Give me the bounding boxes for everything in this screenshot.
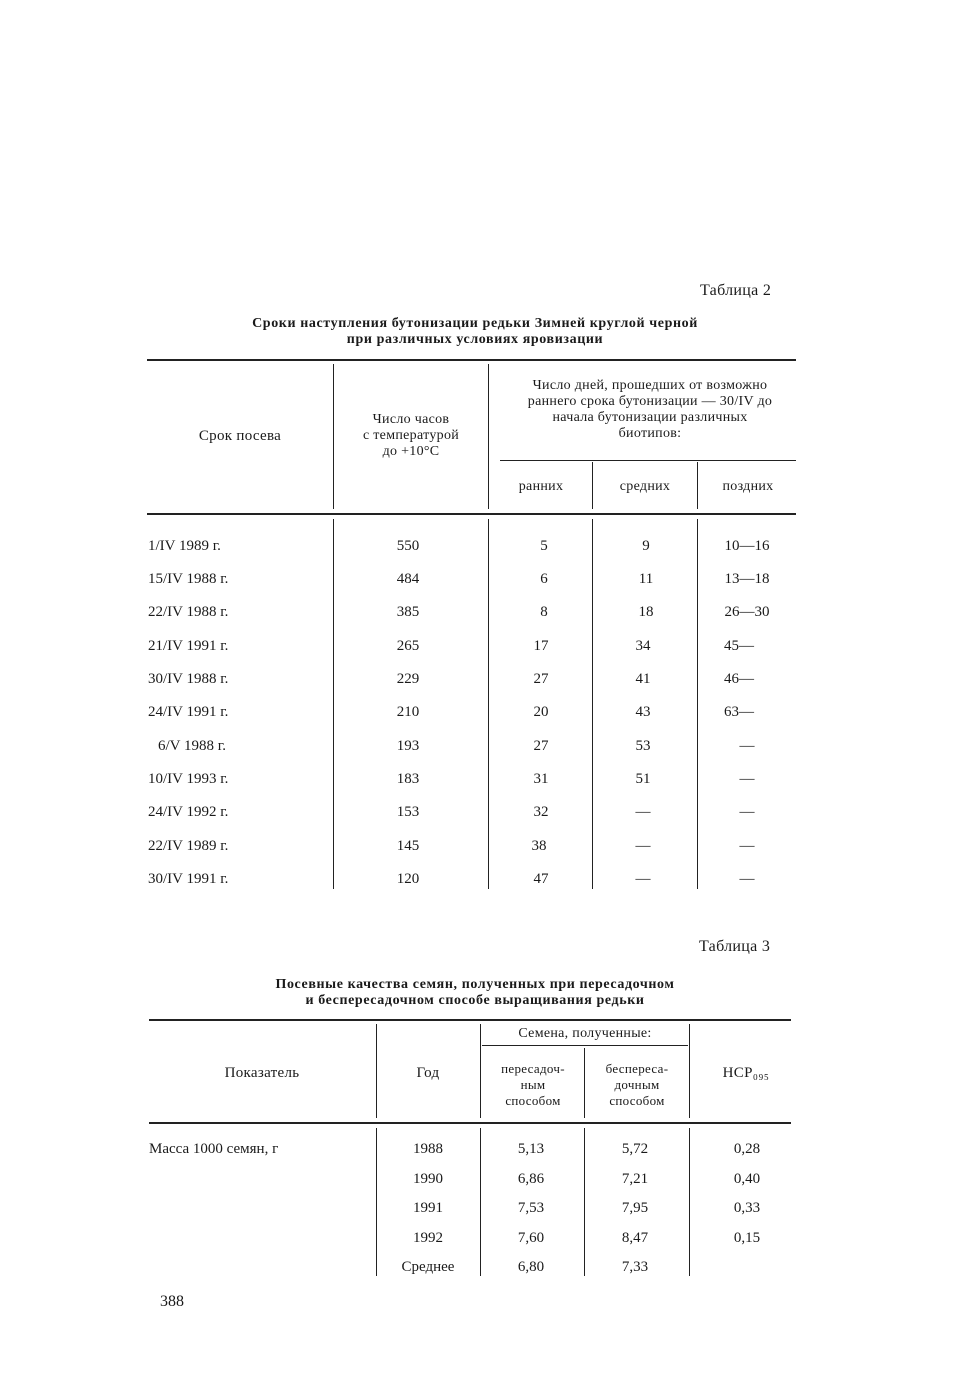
- table2-title: [150, 316, 800, 348]
- hours-cell: 145: [396, 838, 420, 854]
- hours-cell: 229: [396, 671, 420, 687]
- indicator-cell: Масса 1000 семян, г: [149, 1141, 279, 1157]
- middle-cell: 53: [635, 738, 651, 754]
- table-row: [0, 1141, 971, 1163]
- hours-cell: 210: [396, 704, 420, 720]
- table2-header-days-line1: Число дней, прошедших от возможно: [532, 378, 768, 393]
- early-cell: 5: [540, 538, 548, 554]
- late-cell: —: [739, 738, 755, 754]
- late-cell: 63—: [724, 704, 754, 720]
- table-row: [0, 804, 971, 826]
- middle-cell: 34: [635, 638, 651, 654]
- early-cell: 6: [540, 571, 548, 587]
- middle-cell: —: [635, 838, 651, 854]
- table2-title-line1: Сроки наступления бутонизации редьки Зимней круглой черной: [252, 316, 698, 331]
- table3-header-nontransplant-line2: дочным: [614, 1077, 660, 1092]
- table-row: [0, 1200, 971, 1222]
- middle-cell: 9: [642, 538, 650, 554]
- table3-header-lsd: НСР₀₉₅: [722, 1065, 770, 1081]
- table-row: [0, 738, 971, 760]
- table-row: [0, 1171, 971, 1193]
- transplant-cell: 6,80: [517, 1259, 545, 1275]
- table3-top-rule: [149, 1019, 791, 1021]
- sowing-date-cell: 15/IV 1988 г.: [148, 571, 229, 587]
- lsd-cell: 0,15: [733, 1230, 761, 1246]
- table2-top-rule: [147, 359, 796, 361]
- year-cell: 1991: [413, 1200, 443, 1216]
- table3-header-indicator: Показатель: [224, 1065, 300, 1081]
- table3-title: [150, 977, 800, 1009]
- sowing-date-cell: 24/IV 1992 г.: [148, 804, 229, 820]
- table-row: [0, 671, 971, 693]
- sowing-date-cell: 22/IV 1989 г.: [148, 838, 229, 854]
- hours-cell: 484: [396, 571, 420, 587]
- early-cell: 8: [540, 604, 548, 620]
- table2-header-late: поздних: [722, 479, 774, 494]
- late-cell: 13—18: [724, 571, 770, 587]
- table2-header-hours-line3: до +10°С: [382, 444, 440, 459]
- year-cell: 1992: [413, 1230, 443, 1246]
- table3-header-seeds-obtained: Семена, полученные:: [518, 1026, 652, 1041]
- table2-vrule-1: [333, 364, 334, 509]
- table2-header-days: [494, 378, 806, 442]
- table2-vrule-3: [592, 462, 593, 509]
- year-cell: 1988: [413, 1141, 443, 1157]
- table2-label: Таблица 2: [700, 282, 772, 299]
- hours-cell: 193: [396, 738, 420, 754]
- table3-label: Таблица 3: [699, 938, 771, 955]
- page-number: 388: [160, 1293, 184, 1310]
- table3-header-bottom-rule: [149, 1122, 791, 1124]
- table2-header-sowing-date: Срок посева: [198, 428, 282, 444]
- late-cell: —: [739, 838, 755, 854]
- table2-header-bottom-rule: [147, 513, 796, 515]
- early-cell: 38: [531, 838, 547, 854]
- table-row: [0, 638, 971, 660]
- middle-cell: 18: [638, 604, 654, 620]
- table2-header-days-line4: биотипов:: [618, 426, 682, 441]
- table2-header-middle: средних: [619, 479, 671, 494]
- sowing-date-cell: 10/IV 1993 г.: [148, 771, 229, 787]
- nontransplant-cell: 8,47: [621, 1230, 649, 1246]
- early-cell: 20: [533, 704, 549, 720]
- early-cell: 27: [533, 671, 549, 687]
- table-row: [0, 771, 971, 793]
- lsd-cell: 0,28: [733, 1141, 761, 1157]
- late-cell: —: [739, 771, 755, 787]
- nontransplant-cell: 7,95: [621, 1200, 649, 1216]
- table3-header-nontransplant: [588, 1061, 686, 1109]
- early-cell: 32: [533, 804, 549, 820]
- table2-vrule-4: [697, 462, 698, 509]
- middle-cell: 43: [635, 704, 651, 720]
- late-cell: —: [739, 804, 755, 820]
- early-cell: 31: [533, 771, 549, 787]
- table3-title-line1: Посевные качества семян, полученных при пересадочном: [275, 977, 675, 992]
- hours-cell: 120: [396, 871, 420, 887]
- early-cell: 17: [533, 638, 549, 654]
- early-cell: 47: [533, 871, 549, 887]
- sowing-date-cell: 24/IV 1991 г.: [148, 704, 229, 720]
- middle-cell: —: [635, 871, 651, 887]
- transplant-cell: 6,86: [517, 1171, 545, 1187]
- table3-header-year: Год: [416, 1065, 440, 1081]
- hours-cell: 550: [396, 538, 420, 554]
- table2-header-hours-line1: Число часов: [372, 412, 450, 427]
- hours-cell: 265: [396, 638, 420, 654]
- table3-header-nontransplant-line3: способом: [609, 1093, 665, 1108]
- hours-cell: 385: [396, 604, 420, 620]
- table3-vrule-3: [584, 1048, 585, 1118]
- sowing-date-cell: 1/IV 1989 г.: [148, 538, 221, 554]
- table3-header-nontransplant-line1: беспереса-: [605, 1061, 669, 1076]
- transplant-cell: 7,60: [517, 1230, 545, 1246]
- sowing-date-cell: 21/IV 1991 г.: [148, 638, 229, 654]
- lsd-cell: 0,33: [733, 1200, 761, 1216]
- table3-subheader-rule: [482, 1045, 688, 1046]
- sowing-date-cell: 30/IV 1988 г.: [148, 671, 229, 687]
- table3-header-transplant: [484, 1061, 582, 1109]
- table2-header-early: ранних: [518, 479, 564, 494]
- late-cell: 26—30: [724, 604, 770, 620]
- middle-cell: —: [635, 804, 651, 820]
- table3-header-transplant-line1: пересадоч-: [501, 1061, 565, 1076]
- table2-subheader-rule: [500, 460, 796, 461]
- table2-header-hours-line2: с температурой: [362, 428, 460, 443]
- middle-cell: 41: [635, 671, 651, 687]
- table2-header-days-line3: начала бутонизации различных: [552, 410, 748, 425]
- late-cell: 10—16: [724, 538, 770, 554]
- table-row: [0, 838, 971, 860]
- sowing-date-cell: 22/IV 1988 г.: [148, 604, 229, 620]
- lsd-cell: 0,40: [733, 1171, 761, 1187]
- nontransplant-cell: 7,33: [621, 1259, 649, 1275]
- table2-title-line2: при различных условиях яровизации: [346, 332, 604, 347]
- year-cell: 1990: [413, 1171, 443, 1187]
- table3-title-line2: и беспересадочном способе выращивания редьки: [305, 993, 645, 1008]
- middle-cell: 51: [635, 771, 651, 787]
- table2-vrule-2: [488, 364, 489, 509]
- table3-header-transplant-line2: ным: [520, 1077, 546, 1092]
- nontransplant-cell: 7,21: [621, 1171, 649, 1187]
- sowing-date-cell: 30/IV 1991 г.: [148, 871, 229, 887]
- sowing-date-cell: 6/V 1988 г.: [158, 738, 226, 754]
- late-cell: 45—: [724, 638, 754, 654]
- early-cell: 27: [533, 738, 549, 754]
- table3-vrule-2: [480, 1024, 481, 1118]
- table-row: [0, 1259, 971, 1281]
- year-cell: Среднее: [401, 1259, 455, 1275]
- table-row: [0, 704, 971, 726]
- late-cell: 46—: [724, 671, 754, 687]
- nontransplant-cell: 5,72: [621, 1141, 649, 1157]
- table-row: [0, 1230, 971, 1252]
- table3-vrule-1: [376, 1024, 377, 1118]
- table2-header-days-line2: раннего срока бутонизации — 30/IV до: [527, 394, 773, 409]
- hours-cell: 183: [396, 771, 420, 787]
- late-cell: —: [739, 871, 755, 887]
- table-row: [0, 871, 971, 893]
- transplant-cell: 7,53: [517, 1200, 545, 1216]
- hours-cell: 153: [396, 804, 420, 820]
- table3-vrule-4: [689, 1024, 690, 1118]
- middle-cell: 11: [638, 571, 654, 587]
- table2-header-hours: [338, 412, 484, 460]
- table-row: [0, 571, 971, 593]
- table-row: [0, 538, 971, 560]
- table-row: [0, 604, 971, 626]
- table3-header-transplant-line3: способом: [505, 1093, 561, 1108]
- transplant-cell: 5,13: [517, 1141, 545, 1157]
